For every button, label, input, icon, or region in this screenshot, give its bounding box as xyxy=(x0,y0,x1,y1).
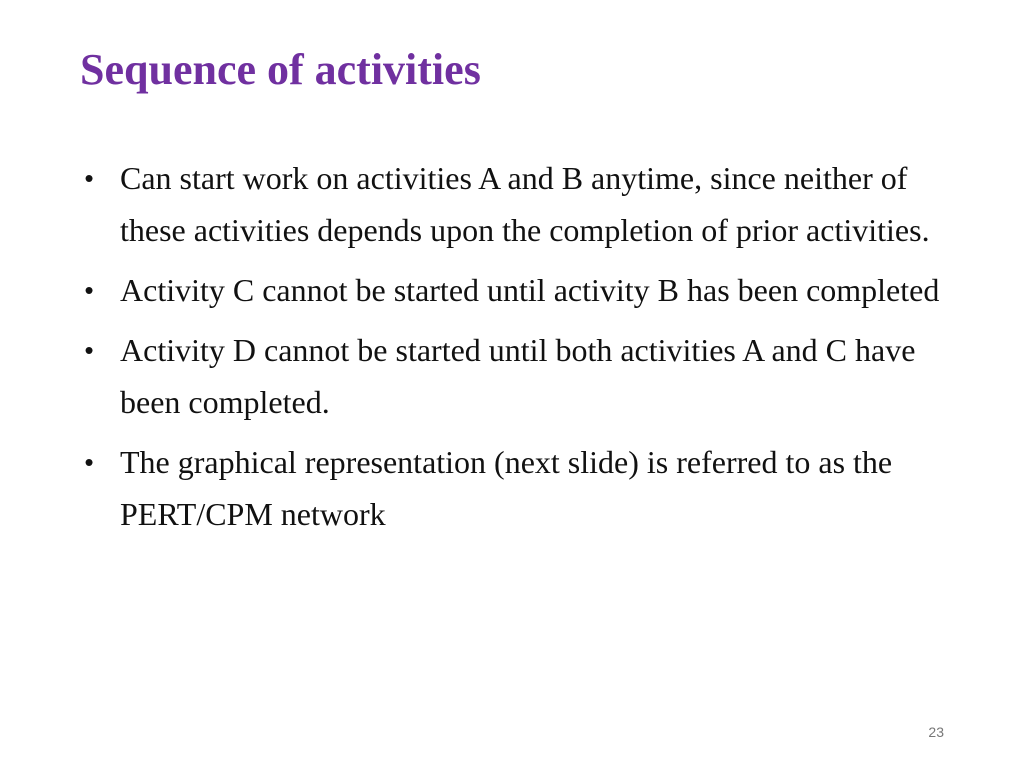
bullet-text: Activity D cannot be started until both activities A and C have been completed. xyxy=(120,332,916,420)
bullet-icon: • xyxy=(84,335,94,365)
bullet-icon: • xyxy=(84,275,94,305)
page-number: 23 xyxy=(928,724,944,740)
bullet-text: The graphical representation (next slide) is referred to as the PERT/CPM network xyxy=(120,444,893,532)
bullet-item xyxy=(80,436,950,540)
bullet-item xyxy=(80,324,950,428)
bullet-text: Activity C cannot be started until activity B has been completed xyxy=(120,272,940,308)
bullet-text: Can start work on activities A and B anytime, since neither of these activities depends upon the completion of prior activities. xyxy=(120,160,930,248)
bullet-icon: • xyxy=(84,447,94,477)
slide-title: Sequence of activities xyxy=(80,45,481,94)
bullet-item xyxy=(80,152,950,256)
bullet-item xyxy=(80,264,950,316)
bullet-list xyxy=(80,152,950,548)
bullet-icon: • xyxy=(84,163,94,193)
